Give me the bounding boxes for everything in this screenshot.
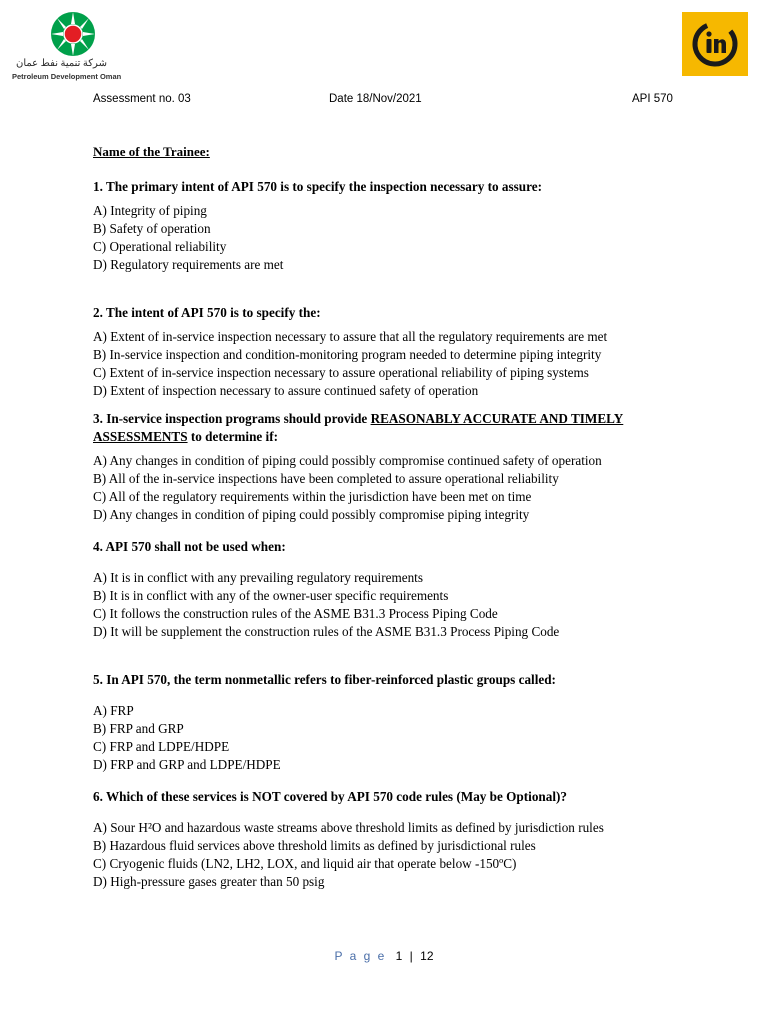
question-text: 6. Which of these services is NOT covered by API 570 code rules (May be Optional)? bbox=[93, 789, 567, 804]
answer-option: B) FRP and GRP bbox=[93, 721, 184, 736]
answer-option: A) Extent of in-service inspection necessary to assure that all the regulatory requirements are met bbox=[93, 329, 608, 344]
in-logo-icon bbox=[682, 12, 748, 76]
answer-option: C) All of the regulatory requirements within the jurisdiction have been met on time bbox=[93, 489, 532, 504]
question-text-emphasis: REASONABLY ACCURATE AND TIMELY ASSESSMENTS bbox=[93, 411, 624, 444]
answer-option: D) Extent of inspection necessary to assure continued safety of operation bbox=[93, 383, 479, 398]
question-text-end: to determine if: bbox=[187, 429, 279, 444]
answer-option: A) Sour H²O and hazardous waste streams above threshold limits as defined by jurisdiction rules bbox=[93, 820, 604, 835]
question-2 bbox=[93, 304, 703, 400]
pdo-logo bbox=[10, 8, 140, 84]
in-logo bbox=[682, 12, 748, 76]
answer-option: D) It will be supplement the construction rules of the ASME B31.3 Process Piping Code bbox=[93, 624, 560, 639]
pdo-emblem-icon bbox=[48, 10, 98, 58]
question-text-start: 3. In-service inspection programs should provide bbox=[93, 411, 371, 426]
answer-option: B) Safety of operation bbox=[93, 221, 211, 236]
answer-option: A) It is in conflict with any prevailing regulatory requirements bbox=[93, 570, 423, 585]
question-text: 4. API 570 shall not be used when: bbox=[93, 539, 286, 554]
pdo-arabic-name: شركة تنمية نفط عمان bbox=[16, 58, 107, 69]
page-separator: | bbox=[409, 949, 413, 963]
question-5 bbox=[93, 671, 703, 774]
answer-option: C) Operational reliability bbox=[93, 239, 227, 254]
question-text: 5. In API 570, the term nonmetallic refers to fiber-reinforced plastic groups called: bbox=[93, 672, 556, 687]
page-label: P a g e bbox=[334, 949, 387, 963]
question-text bbox=[93, 410, 703, 446]
question-1 bbox=[93, 178, 703, 274]
question-3 bbox=[93, 410, 703, 524]
page-total: 12 bbox=[420, 949, 434, 963]
answer-option: D) Regulatory requirements are met bbox=[93, 257, 284, 272]
page-current: 1 bbox=[395, 949, 403, 963]
trainee-label: Name of the Trainee: bbox=[93, 144, 210, 159]
answer-option: B) In-service inspection and condition-monitoring program needed to determine piping integrity bbox=[93, 347, 602, 362]
question-6 bbox=[93, 788, 703, 891]
answer-option: B) All of the in-service inspections have been completed to assure operational reliability bbox=[93, 471, 559, 486]
answer-option: A) Any changes in condition of piping could possibly compromise continued safety of operation bbox=[93, 453, 602, 468]
answer-option: C) Extent of in-service inspection necessary to assure operational reliability of piping systems bbox=[93, 365, 589, 380]
assessment-header bbox=[93, 93, 683, 109]
answer-option: A) FRP bbox=[93, 703, 134, 718]
assessment-date: Date 18/Nov/2021 bbox=[329, 93, 422, 105]
answer-option: C) Cryogenic fluids (LN2, LH2, LOX, and liquid air that operate below -150ºC) bbox=[93, 856, 517, 871]
answer-option: C) It follows the construction rules of the ASME B31.3 Process Piping Code bbox=[93, 606, 498, 621]
answer-option: B) It is in conflict with any of the owner-user specific requirements bbox=[93, 588, 449, 603]
question-text: 1. The primary intent of API 570 is to specify the inspection necessary to assure: bbox=[93, 179, 542, 194]
question-text: 2. The intent of API 570 is to specify the: bbox=[93, 305, 321, 320]
question-list bbox=[93, 143, 703, 891]
answer-option: C) FRP and LDPE/HDPE bbox=[93, 739, 230, 754]
question-4 bbox=[93, 538, 703, 641]
answer-option: B) Hazardous fluid services above threshold limits as defined by jurisdictional rules bbox=[93, 838, 536, 853]
answer-option: A) Integrity of piping bbox=[93, 203, 207, 218]
page-footer bbox=[0, 949, 768, 963]
assessment-code: API 570 bbox=[632, 93, 673, 105]
answer-option: D) High-pressure gases greater than 50 psig bbox=[93, 874, 325, 889]
answer-option: D) FRP and GRP and LDPE/HDPE bbox=[93, 757, 281, 772]
answer-option: D) Any changes in condition of piping could possibly compromise piping integrity bbox=[93, 507, 530, 522]
assessment-number: Assessment no. 03 bbox=[93, 93, 191, 105]
pdo-company-name: Petroleum Development Oman bbox=[12, 72, 122, 81]
